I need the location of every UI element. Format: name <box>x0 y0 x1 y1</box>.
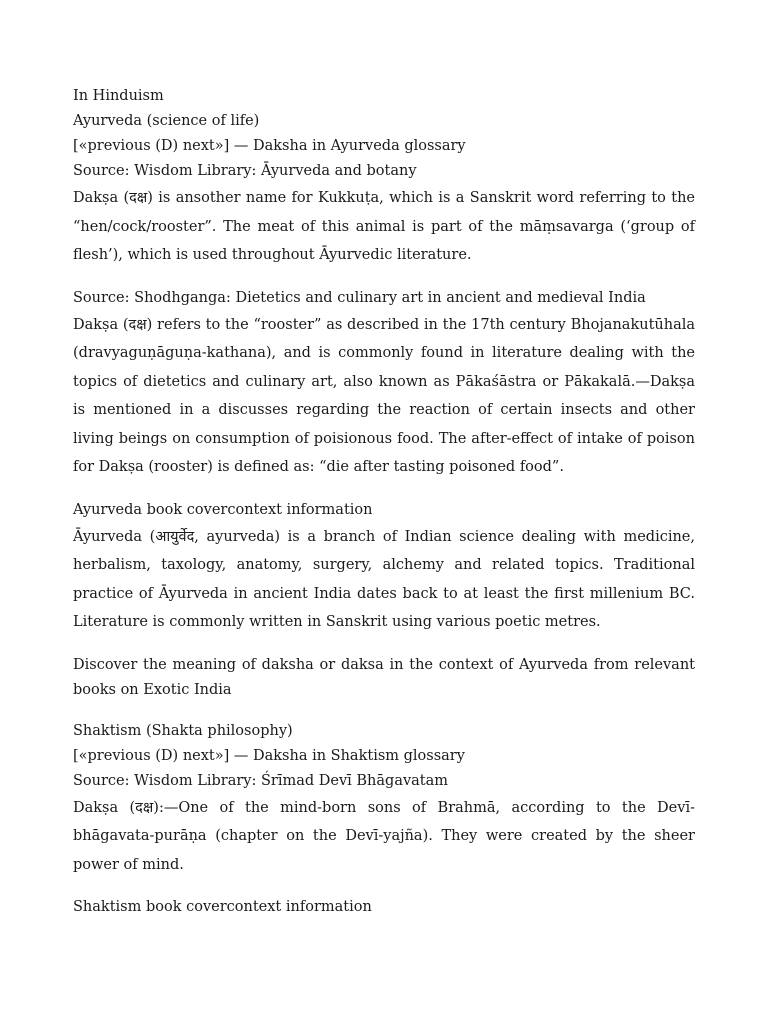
shaktism-title: Shaktism (Shakta philosophy) <box>73 722 293 739</box>
ayurveda-paragraph-rooster: Dakṣa (दक्ष) refers to the “rooster” as described in the 17th century Bhojanakutūhala (dravyaguṇāguṇa-kathana), and is commonly found in literature dealing with the topics of dietetics and culinary art, also known as Pākaśāstra or Pākakalā.—Dakṣa is mentioned in a discusses regarding the reaction of certain insects and other living beings on consumption of poisionous food. The after-effect of intake of poison for Dakṣa (rooster) is defined as: “die after tasting poisoned food”. <box>73 316 695 475</box>
shaktism-source-wisdom-library[interactable]: Source: Wisdom Library: Śrīmad Devī Bhāgavatam <box>73 772 449 789</box>
ayurveda-paragraph-definition: Āyurveda (आयुर्वेद, ayurveda) is a branch of Indian science dealing with medicine, herbalism, taxology, anatomy, surgery, alchemy and related topics. Traditional practice of Āyurveda in ancient India dates back to at least the first millenium BC. Literature is commonly written in Sanskrit using various poetic metres. <box>73 528 695 630</box>
section-heading-hinduism: In Hinduism <box>73 88 164 104</box>
shaktism-cover-context: Shaktism book covercontext information <box>73 899 372 915</box>
ayurveda-cover-context: Ayurveda book covercontext information <box>73 501 373 518</box>
document-body <box>73 84 695 920</box>
ayurveda-glossary-nav[interactable]: [«previous (D) next»] — Daksha in Ayurveda glossary <box>73 138 466 154</box>
shaktism-paragraph-daksa: Dakṣa (दक्ष):—One of the mind-born sons of Brahmā, according to the Devī-bhāgavata-purāṇa (chapter on the Devī-yajña). They were created by the sheer power of mind. <box>73 799 695 873</box>
spacer <box>73 482 695 498</box>
shaktism-glossary-nav[interactable]: [«previous (D) next»] — Daksha in Shaktism glossary <box>73 747 465 764</box>
ayurveda-paragraph-kukkuta: Dakṣa (दक्ष) is ansother name for Kukkuṭa, which is a Sanskrit word referring to the “hen/cock/rooster”. The meat of this animal is part of the māṃsavarga (‘group of flesh’), which is used throughout Āyurvedic literature. <box>73 190 695 263</box>
spacer <box>73 703 695 719</box>
spacer <box>73 637 695 653</box>
ayurveda-source-wisdom-library[interactable]: Source: Wisdom Library: Āyurveda and botany <box>73 163 417 179</box>
ayurveda-source-shodhganga[interactable]: Source: Shodhganga: Dietetics and culinary art in ancient and medieval India <box>73 289 646 306</box>
spacer <box>73 879 695 895</box>
ayurveda-discover-link[interactable]: Discover the meaning of daksha or daksa in the context of Ayurveda from relevant books on Exotic India <box>73 656 695 698</box>
spacer <box>73 270 695 286</box>
ayurveda-title: Ayurveda (science of life) <box>73 113 260 129</box>
